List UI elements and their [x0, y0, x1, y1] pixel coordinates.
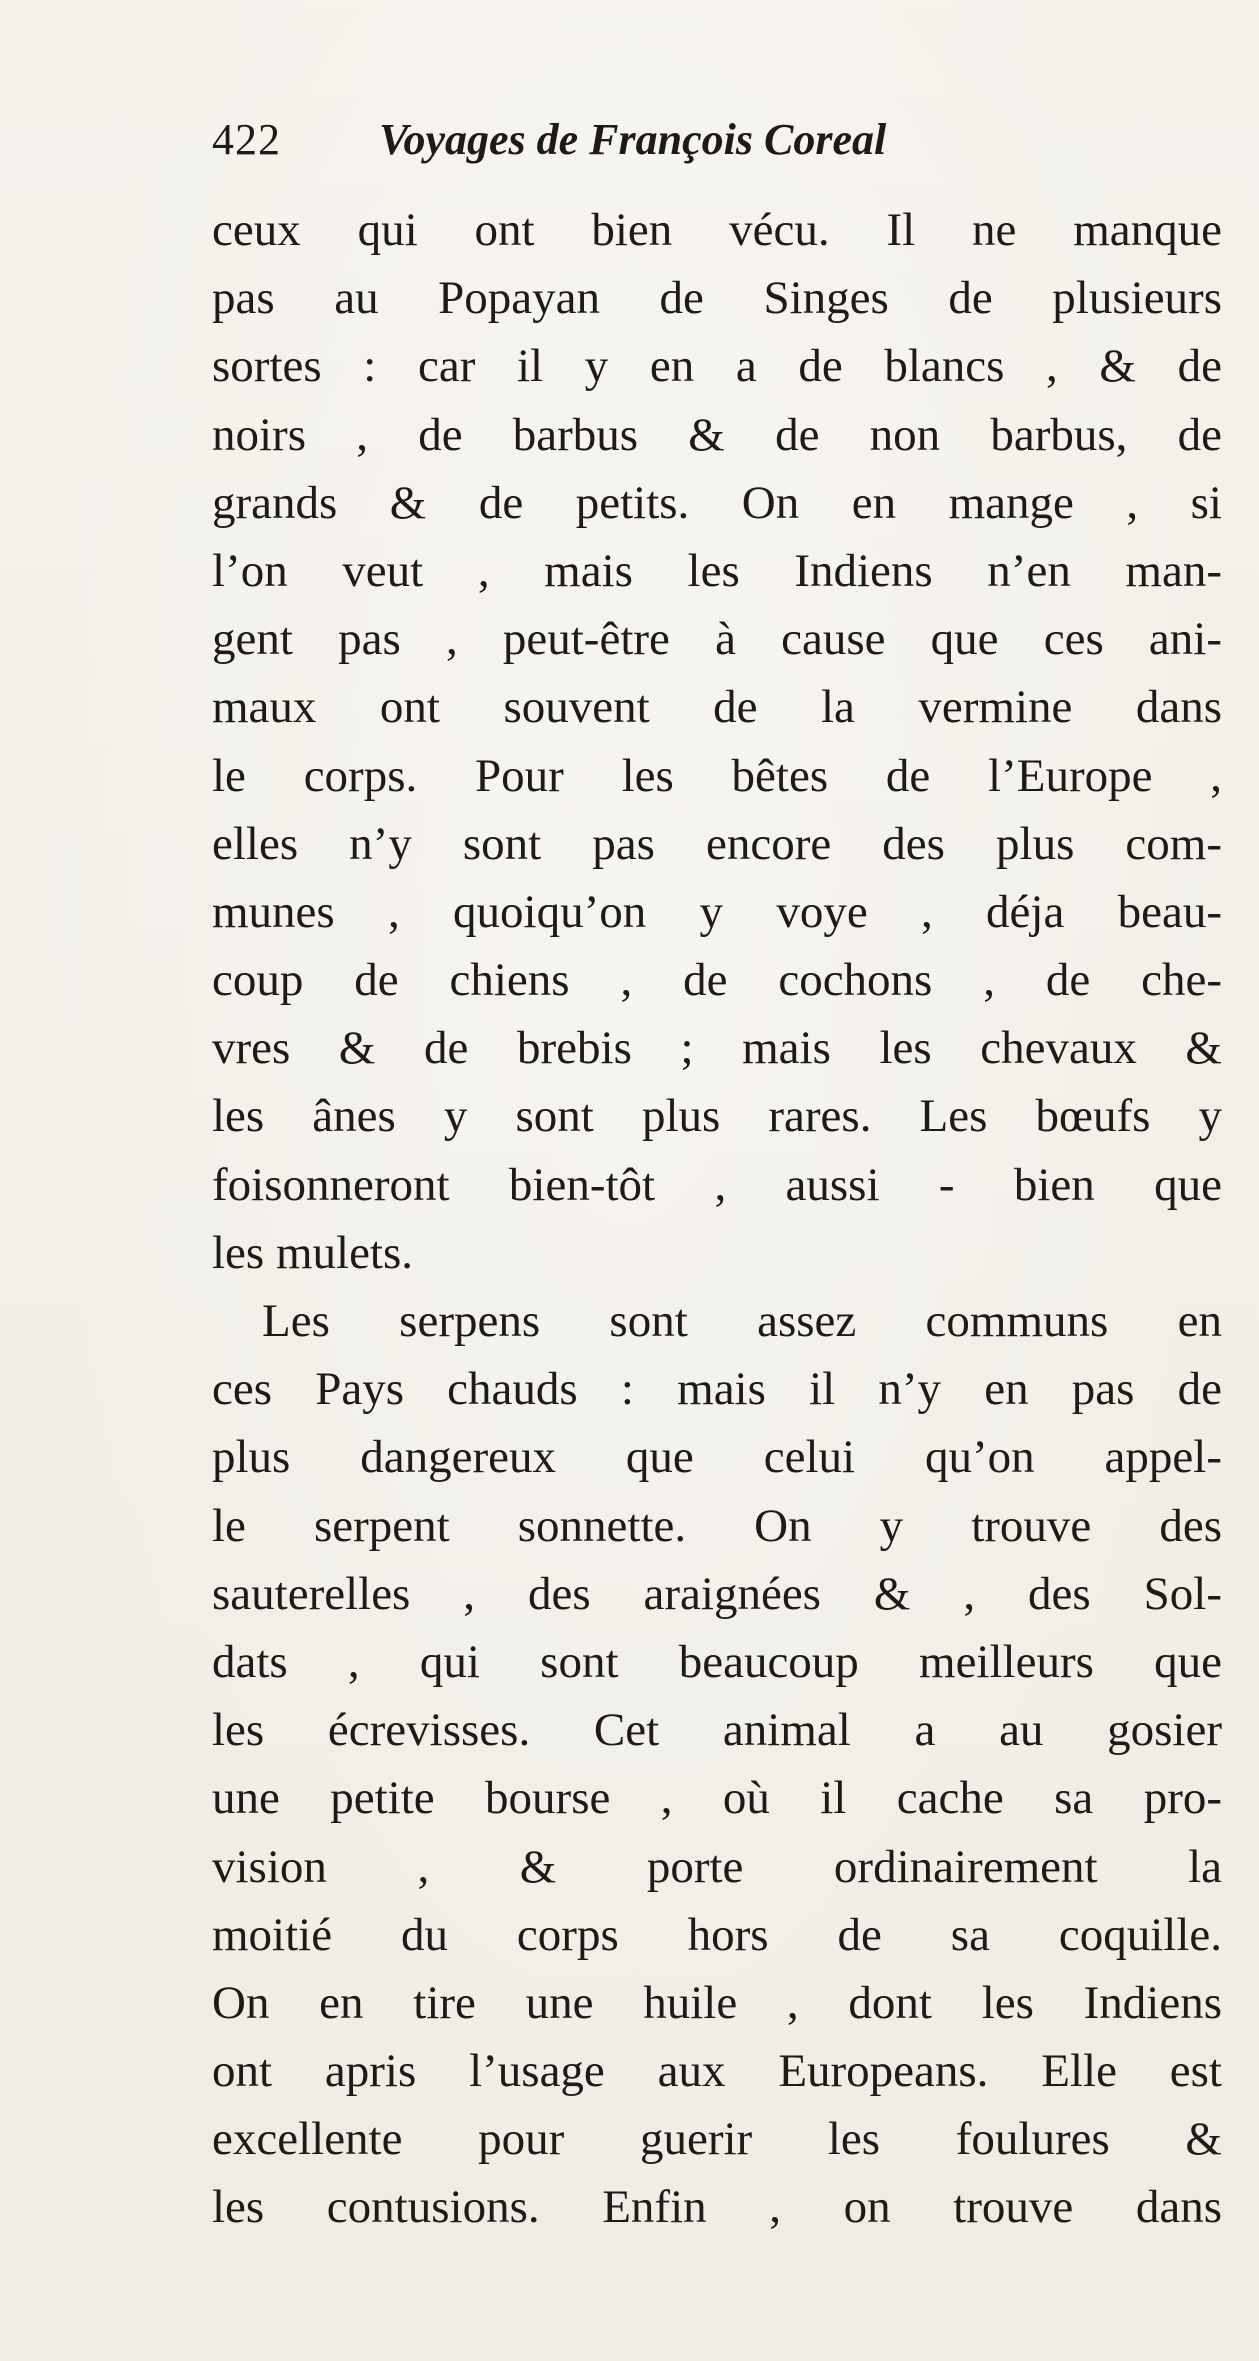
text-line: l’on veut , mais les Indiens n’en man-	[212, 544, 1222, 597]
text-line: les écrevisses. Cet animal a au gosier	[212, 1704, 1222, 1757]
text-line: vres & de brebis ; mais les chevaux &	[212, 1022, 1222, 1075]
text-line: elles n’y sont pas encore des plus com-	[212, 817, 1222, 870]
text-line: le corps. Pour les bêtes de l’Europe ,	[212, 749, 1222, 802]
text-line: ont apris l’usage aux Europeans. Elle est	[212, 2045, 1222, 2098]
text-line: dats , qui sont beaucoup meilleurs que	[212, 1635, 1222, 1688]
text-line: vision , & porte ordinairement la	[212, 1840, 1222, 1893]
text-line: noirs , de barbus & de non barbus, de	[212, 408, 1222, 461]
text-line: pas au Popayan de Singes de plusieurs	[212, 272, 1222, 325]
text-line: On en tire une huile , dont les Indiens	[212, 1976, 1222, 2029]
text-line: foisonneront bien-tôt , aussi - bien que	[212, 1158, 1222, 1211]
text-line: munes , quoiqu’on y voye , déja beau-	[212, 885, 1222, 938]
page-header	[212, 100, 1112, 180]
page-number: 422	[212, 115, 281, 164]
text-line: une petite bourse , où il cache sa pro-	[212, 1772, 1222, 1825]
running-title: Voyages de François Coreal	[379, 115, 887, 164]
text-line: les contusions. Enfin , on trouve dans	[212, 2181, 1222, 2234]
text-line: moitié du corps hors de sa coquille.	[212, 1908, 1222, 1961]
text-line: les mulets.	[212, 1226, 414, 1279]
text-line: le serpent sonnette. On y trouve des	[212, 1499, 1222, 1552]
text-line: Les serpens sont assez communs en	[262, 1295, 1222, 1347]
text-line: grands & de petits. On en mange , si	[212, 476, 1222, 529]
text-line: plus dangereux que celui qu’on appel-	[212, 1431, 1222, 1484]
text-line: coup de chiens , de cochons , de che-	[212, 954, 1222, 1007]
text-line: maux ont souvent de la vermine dans	[212, 681, 1222, 734]
text-line: sauterelles , des araignées & , des Sol-	[212, 1567, 1222, 1620]
text-line: ces Pays chauds : mais il n’y en pas de	[212, 1363, 1222, 1416]
text-line: excellente pour guerir les foulures &	[212, 2113, 1222, 2166]
text-line: les ânes y sont plus rares. Les bœufs y	[212, 1090, 1222, 1143]
text-line: sortes : car il y en a de blancs , & de	[212, 340, 1222, 393]
text-line: gent pas , peut-être à cause que ces ani-	[212, 613, 1222, 666]
text-line: ceux qui ont bien vécu. Il ne manque	[212, 204, 1222, 256]
body-text	[212, 196, 1222, 2242]
